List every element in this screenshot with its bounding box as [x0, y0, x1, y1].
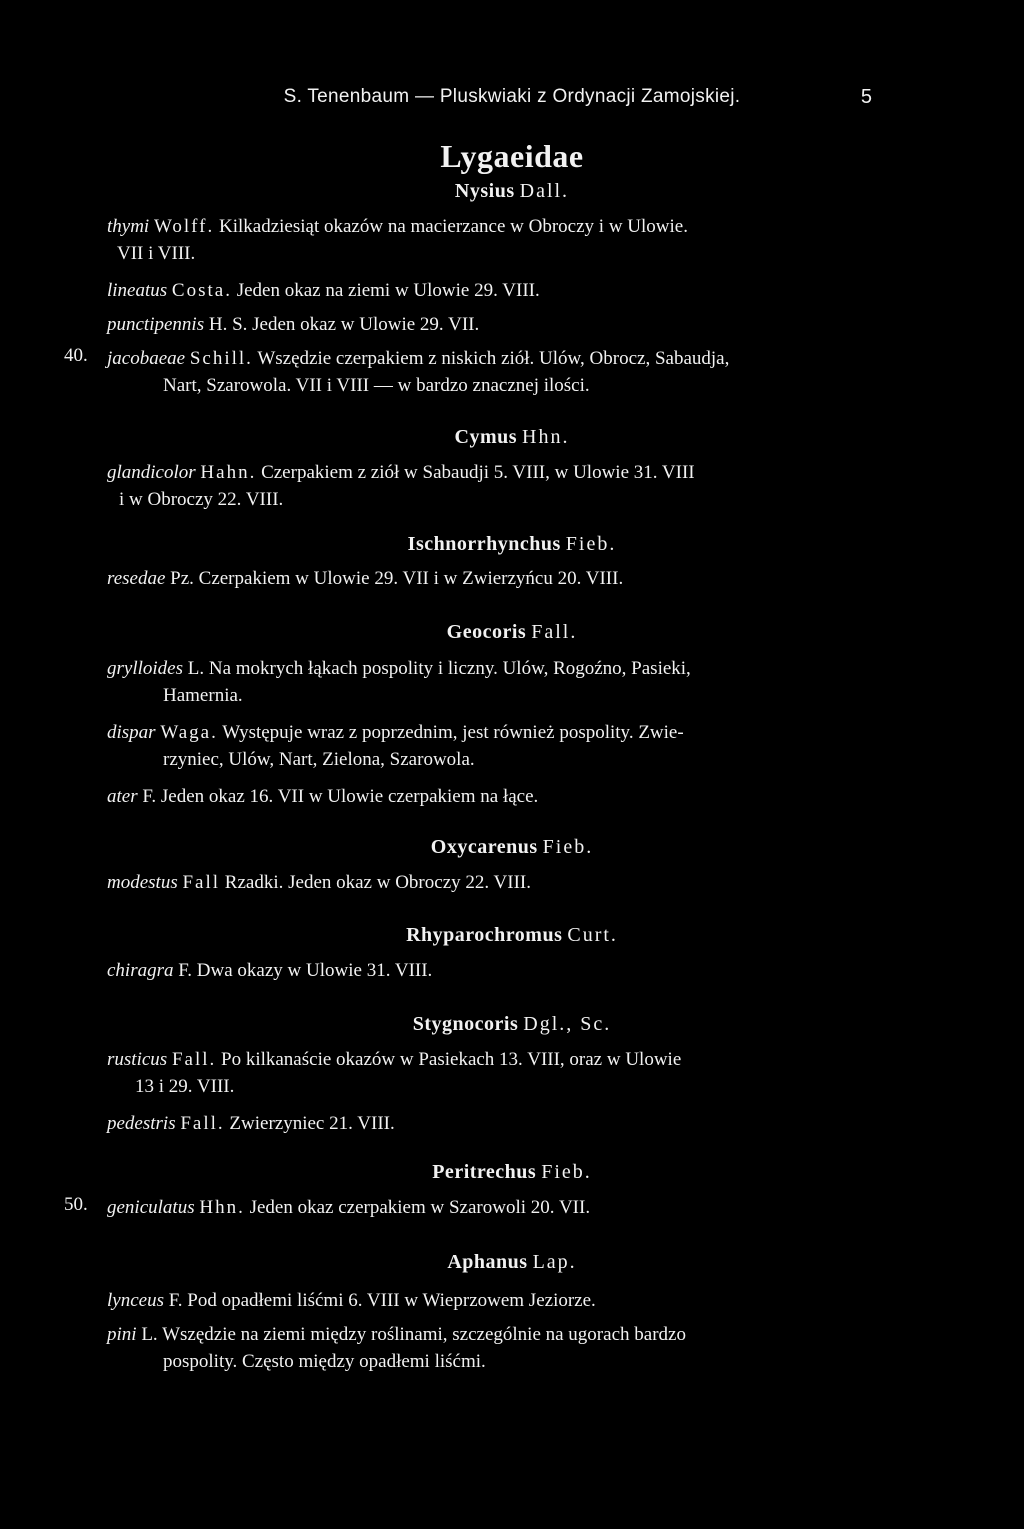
genus-name: Nysius	[454, 180, 515, 202]
species-name: punctipennis	[107, 314, 205, 335]
genus-author: Fieb.	[565, 533, 617, 555]
species-name: resedae	[107, 568, 166, 589]
entry-text: Czerpakiem w Ulowie 29. VII i w Zwierzyńcu 20. VIII.	[198, 568, 624, 589]
genus-heading-ischnorrhynchus	[0, 533, 1024, 556]
species-author: Fall.	[180, 1113, 225, 1134]
entry-number: 50.	[64, 1194, 88, 1215]
entry-text: Jeden okaz 16. VII w Ulowie czerpakiem na łące.	[160, 786, 539, 807]
species-entry-resedae	[107, 565, 877, 592]
entry-text-cont: rzyniec, Ulów, Nart, Zielona, Szarowola.	[163, 749, 475, 770]
genus-name: Stygnocoris	[412, 1013, 519, 1035]
species-entry-ater	[107, 783, 877, 810]
entry-text: Jeden okaz w Ulowie 29. VII.	[252, 314, 480, 335]
entry-text-cont: Nart, Szarowola. VII i VIII — w bardzo znacznej ilości.	[163, 375, 590, 396]
genus-author: Dall.	[519, 180, 570, 202]
genus-author: Fall.	[531, 621, 578, 643]
entry-text-cont: Hamernia.	[163, 685, 243, 706]
species-author: Schill.	[189, 348, 253, 369]
species-name: rusticus	[107, 1049, 168, 1070]
genus-heading-cymus	[0, 426, 1024, 449]
species-author: Pz.	[170, 568, 194, 589]
page-header	[0, 86, 1024, 116]
species-author: Hahn.	[200, 462, 257, 483]
genus-author: Curt.	[567, 924, 618, 946]
genus-author: Dgl., Sc.	[523, 1013, 612, 1035]
running-title: S. Tenenbaum — Pluskwiaki z Ordynacji Zamojskiej.	[283, 86, 741, 107]
species-name: modestus	[107, 872, 178, 893]
entry-text: Na mokrych łąkach pospolity i liczny. Ulów, Rogoźno, Pasieki,	[208, 658, 691, 679]
species-entry-rusticus	[107, 1046, 877, 1100]
species-entry-jacobaeae	[107, 345, 877, 399]
genus-heading-peritrechus	[0, 1161, 1024, 1184]
species-entry-lynceus	[107, 1287, 877, 1314]
genus-author: Fieb.	[542, 836, 594, 858]
species-entry-lineatus	[107, 277, 877, 304]
genus-heading-stygnocoris	[0, 1013, 1024, 1036]
species-author: F.	[168, 1290, 183, 1311]
species-entry-pedestris	[107, 1110, 877, 1137]
species-name: pini	[107, 1324, 137, 1345]
species-name: grylloides	[107, 658, 183, 679]
species-name: chiragra	[107, 960, 174, 981]
entry-text: Kilkadziesiąt okazów na macierzance w Obroczy i w Ulowie.	[218, 216, 688, 237]
genus-name: Rhyparochromus	[406, 924, 563, 946]
species-entry-pini	[107, 1321, 877, 1375]
species-name: lineatus	[107, 280, 168, 301]
species-entry-dispar	[107, 719, 877, 773]
entry-text: Dwa okazy w Ulowie 31. VIII.	[196, 960, 433, 981]
species-author: Wolff.	[153, 216, 215, 237]
species-entry-grylloides	[107, 655, 877, 709]
species-entry-modestus	[107, 869, 877, 896]
species-author: Fall.	[171, 1049, 217, 1070]
species-name: jacobaeae	[107, 348, 186, 369]
entry-text: Jeden okaz czerpakiem w Szarowoli 20. VII.	[249, 1197, 591, 1218]
species-author: H. S.	[208, 314, 248, 335]
genus-name: Geocoris	[446, 621, 527, 643]
genus-author: Fieb.	[541, 1161, 592, 1183]
species-author: F.	[178, 960, 193, 981]
genus-heading-oxycarenus	[0, 836, 1024, 859]
genus-name: Aphanus	[447, 1251, 528, 1273]
species-name: geniculatus	[107, 1197, 195, 1218]
species-author: Fall	[182, 872, 221, 893]
species-name: thymi	[107, 216, 150, 237]
species-author: F.	[142, 786, 157, 807]
entry-text: Po kilkanaście okazów w Pasiekach 13. VIII, oraz w Ulowie	[221, 1049, 682, 1070]
species-entry-punctipennis	[107, 311, 877, 338]
species-name: lynceus	[107, 1290, 164, 1311]
entry-text-cont: i w Obroczy 22. VIII.	[119, 489, 284, 510]
species-author: L.	[141, 1324, 158, 1345]
species-author: Costa.	[171, 280, 232, 301]
genus-name: Cymus	[454, 426, 518, 448]
entry-text: Występuje wraz z poprzednim, jest również pospolity. Zwie-	[222, 722, 684, 743]
entry-text: Czerpakiem z ziół w Sabaudji 5. VIII, w Ulowie 31. VIII	[261, 462, 695, 483]
entry-text-cont: pospolity. Często między opadłemi liśćmi.	[163, 1351, 486, 1372]
species-entry-geniculatus	[107, 1194, 877, 1221]
species-author: L.	[187, 658, 205, 679]
entry-text: Rzadki. Jeden okaz w Obroczy 22. VIII.	[224, 872, 531, 893]
genus-name: Ischnorrhynchus	[407, 533, 561, 555]
entry-text-cont: VII i VIII.	[117, 243, 196, 264]
genus-name: Peritrechus	[432, 1161, 537, 1183]
species-name: glandicolor	[107, 462, 196, 483]
species-author: Hhn.	[199, 1197, 245, 1218]
genus-author: Lap.	[532, 1251, 577, 1273]
genus-author: Hhn.	[522, 426, 570, 448]
genus-heading-geocoris	[0, 621, 1024, 644]
species-entry-thymi	[107, 213, 877, 267]
species-name: pedestris	[107, 1113, 176, 1134]
entry-text: Wszędzie na ziemi między roślinami, szczególnie na ugorach bardzo	[162, 1324, 686, 1345]
entry-text: Pod opadłemi liśćmi 6. VIII w Wieprzowem Jeziorze.	[187, 1290, 596, 1311]
page-number: 5	[860, 86, 872, 108]
genus-heading-rhyparochromus	[0, 924, 1024, 947]
family-heading: Lygaeidae	[440, 138, 584, 174]
entry-text: Wszędzie czerpakiem z niskich ziół. Ulów, Obrocz, Sabaudja,	[257, 348, 730, 369]
species-entry-glandicolor	[107, 459, 877, 513]
entry-text: Zwierzyniec 21. VIII.	[229, 1113, 395, 1134]
entry-text: Jeden okaz na ziemi w Ulowie 29. VIII.	[236, 280, 540, 301]
entry-text-cont: 13 i 29. VIII.	[135, 1076, 235, 1097]
genus-name: Oxycarenus	[430, 836, 538, 858]
species-author: Waga.	[160, 722, 218, 743]
species-name: ater	[107, 786, 138, 807]
genus-heading-aphanus	[0, 1251, 1024, 1274]
entry-number: 40.	[64, 345, 88, 366]
species-name: dispar	[107, 722, 156, 743]
species-entry-chiragra	[107, 957, 877, 984]
genus-heading-nysius	[0, 180, 1024, 203]
